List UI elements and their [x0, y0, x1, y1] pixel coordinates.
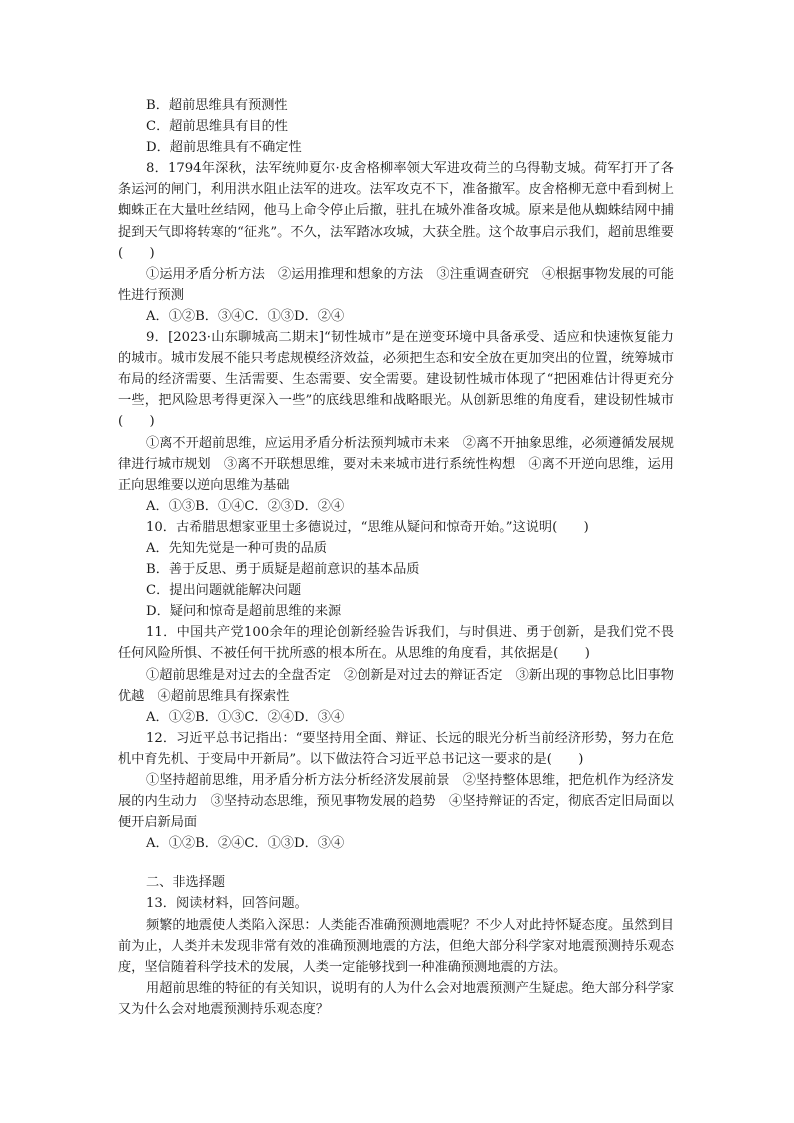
q12-options: A．①②B．②④C．①③D．③④ [146, 836, 345, 852]
q7-option-c: C．超前思维具有目的性 [146, 119, 288, 135]
q13-question: 用超前思维的特征的有关知识，说明有的人为什么会对地震预测产生疑虑。绝大部分科学家又为什么会对地震预测持乐观态度？ [118, 980, 674, 1017]
q11-statements: ①超前思维是对过去的全盘否定 ②创新是对过去的辩证否定 ③新出现的事物总比旧事物优越 ④超前思维具有探索性 [118, 667, 674, 704]
q8-stem: 8．1794年深秋，法军统帅夏尔·皮舍格柳率领大军进攻荷兰的乌得勒支城。荷军打开了各条运河的闸门，利用洪水阻止法军的进攻。法军攻克不下，准备撤军。皮舍格柳无意中看到树上蜘蛛正在大量吐丝结网，他马上命令停止后撤，驻扎在城外准备攻城。原来是他从蜘蛛结网中捕捉到天气即将转寒的“征兆”。不久，法军踏冰攻城，大获全胜。这个故事启示我们，超前思维要( ) [118, 161, 674, 261]
q10-option-b: B．善于反思、勇于质疑是超前意识的基本品质 [146, 562, 420, 578]
q10-option-a: A．先知先觉是一种可贵的品质 [146, 540, 327, 556]
q8-statements: ①运用矛盾分析方法 ②运用推理和想象的方法 ③注重调查研究 ④根据事物发展的可能性进行预测 [118, 266, 674, 303]
q10-stem: 10．古希腊思想家亚里士多德说过，“思维从疑问和惊奇开始。”这说明( ) [146, 519, 589, 535]
q8-options: A．①②B．③④C．①③D．②④ [146, 308, 345, 324]
section-heading: 二、非选择题 [146, 875, 226, 891]
q12-stem: 12．习近平总书记指出：“要坚持用全面、辩证、长远的眼光分析当前经济形势，努力在危机中育先机、于变局中开新局”。以下做法符合习近平总书记这一要求的是( ) [118, 730, 674, 767]
q11-stem: 11．中国共产党100余年的理论创新经验告诉我们，与时俱进、勇于创新，是我们党不畏任何风险所惧、不被任何干扰所惑的根本所在。从思维的角度看，其依据是( ) [118, 625, 674, 662]
q11-options: A．①②B．①③C．②④D．③④ [146, 709, 345, 725]
q7-option-b: B．超前思维具有预测性 [146, 98, 288, 113]
q10-option-c: C．提出问题就能解决问题 [146, 583, 302, 599]
q13-material: 频繁的地震使人类陷入深思：人类能否准确预测地震呢？不少人对此持怀疑态度。虽然到目前为止，人类并未发现非常有效的准确预测地震的方法，但绝大部分科学家对地震预测持乐观态度，坚信随着科学技术的发展，人类一定能够找到一种准确预测地震的方法。 [118, 917, 674, 975]
q7-option-d: D．超前思维具有不确定性 [146, 140, 302, 156]
q9-stem: 9．[2023·山东聊城高二期末]“韧性城市”是在逆变环境中具备承受、适应和快速恢复能力的城市。城市发展不能只考虑规模经济效益，必须把生态和安全放在更加突出的位置，统筹城市布局的经济需要、生活需要、生态需要、安全需要。建设韧性城市体现了“把困难估计得更充分一些，把风险思考得更深入一些”的底线思维和战略眼光。从创新思维的角度看，建设韧性城市( ) [118, 330, 674, 430]
q9-options: A．①③B．①④C．②③D．②④ [146, 498, 345, 514]
q9-statements: ①离不开超前思维，应运用矛盾分析法预判城市未来 ②离不开抽象思维，必须遵循发展规律进行城市规划 ③离不开联想思维，要对未来城市进行系统性构想 ④离不开逆向思维，运用正向思维要以逆向思维为基础 [118, 435, 674, 493]
page-content [118, 95, 674, 1020]
q12-statements: ①坚持超前思维，用矛盾分析方法分析经济发展前景 ②坚持整体思维，把危机作为经济发展的内生动力 ③坚持动态思维，预见事物发展的趋势 ④坚持辩证的否定，彻底否定旧局面以便开启新局面 [118, 773, 674, 831]
q13-instruction: 13．阅读材料，回答问题。 [146, 896, 308, 912]
q10-option-d: D．疑问和惊奇是超前思维的来源 [146, 604, 342, 620]
